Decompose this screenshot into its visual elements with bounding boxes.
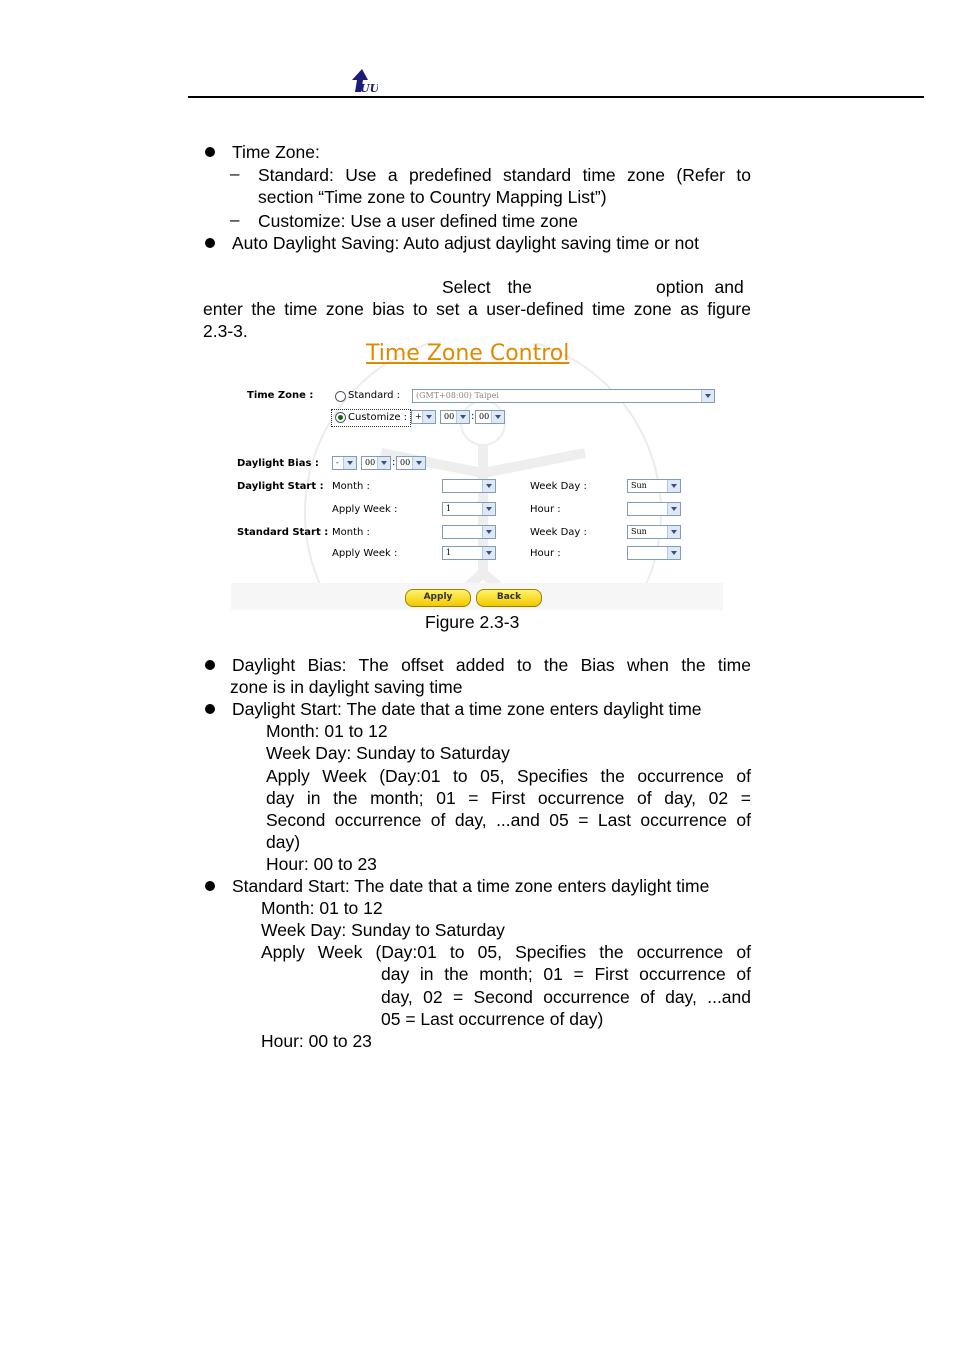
dash-icon: –	[230, 164, 240, 183]
ds-month-label: Month :	[332, 481, 370, 492]
customize-hour-select[interactable]	[440, 410, 470, 424]
bullet-icon	[205, 660, 215, 670]
figure-caption: Figure 2.3-3	[425, 612, 520, 632]
daylight-bias-desc-line1: Daylight Bias: The offset added to the Bias when the time	[232, 655, 751, 675]
bias-minute-select[interactable]	[396, 456, 426, 470]
customize-desc: Customize: Use a user defined time zone	[258, 211, 579, 231]
chevron-down-icon	[377, 457, 390, 469]
ds-apply-desc-line1: Apply Week (Day:01 to 05, Specifies the occurrence of	[266, 766, 751, 786]
chevron-down-icon	[491, 411, 504, 423]
bias-hour-value: 00	[365, 458, 376, 467]
standard-start-heading: Standard Start: The date that a time zone enters daylight time	[232, 876, 710, 896]
ss-month-desc: Month: 01 to 12	[261, 898, 383, 918]
ss-weekday-desc: Week Day: Sunday to Saturday	[261, 920, 505, 940]
ds-hour-label: Hour :	[530, 504, 561, 515]
ds-apply-week-value: 1	[446, 504, 452, 513]
ds-hour-select[interactable]	[627, 502, 681, 516]
ss-apply-week-label: Apply Week :	[332, 548, 398, 559]
standard-desc-line2: section “Time zone to Country Mapping List”)	[258, 187, 607, 207]
ss-month-label: Month :	[332, 527, 370, 538]
vitruvian-watermark	[231, 343, 723, 610]
time-zone-control-figure	[231, 343, 723, 610]
chevron-down-icon	[412, 457, 425, 469]
ds-apply-week-label: Apply Week :	[332, 504, 398, 515]
standard-radio[interactable]	[335, 391, 346, 402]
chevron-down-icon	[667, 526, 680, 538]
time-zone-heading: Time Zone:	[232, 142, 320, 162]
ss-apply-desc-line1: Apply Week (Day:01 to 05, Specifies the occurrence of	[261, 942, 751, 962]
chevron-down-icon	[701, 390, 714, 402]
bias-sign-select[interactable]	[332, 456, 357, 470]
customize-radio-label: Customize :	[348, 412, 408, 423]
auto-daylight-desc: Auto Daylight Saving: Auto adjust daylight saving time or not	[232, 233, 699, 253]
figure-title: Time Zone Control	[366, 343, 570, 366]
ds-month-desc: Month: 01 to 12	[266, 721, 388, 741]
bullet-icon	[205, 238, 215, 248]
bias-separator: :	[392, 457, 396, 468]
ss-apply-week-select[interactable]	[442, 546, 496, 560]
chevron-down-icon	[456, 411, 469, 423]
standard-timezone-value: (GMT+08:00) Taipei	[416, 391, 499, 400]
daylight-start-label: Daylight Start :	[237, 481, 324, 492]
bullet-icon	[205, 147, 215, 157]
ds-weekday-desc: Week Day: Sunday to Saturday	[266, 743, 510, 763]
ds-month-select[interactable]	[442, 479, 496, 493]
chevron-down-icon	[482, 480, 495, 492]
header-divider	[188, 96, 924, 98]
bullet-icon	[205, 881, 215, 891]
para-option: option and	[656, 277, 744, 297]
chevron-down-icon	[482, 503, 495, 515]
daylight-bias-label: Daylight Bias :	[237, 458, 319, 469]
ds-week-day-label: Week Day :	[530, 481, 587, 492]
chevron-down-icon	[667, 503, 680, 515]
para-line3: 2.3-3.	[203, 321, 248, 341]
ds-week-day-select[interactable]	[627, 479, 681, 493]
ss-hour-desc: Hour: 00 to 23	[261, 1031, 372, 1051]
ss-apply-desc-line4: 05 = Last occurrence of day)	[381, 1009, 604, 1029]
ds-apply-week-select[interactable]	[442, 502, 496, 516]
ss-month-select[interactable]	[442, 525, 496, 539]
ss-week-day-label: Week Day :	[530, 527, 587, 538]
chevron-down-icon	[667, 480, 680, 492]
customize-hour-value: 00	[444, 412, 455, 421]
customize-radio[interactable]	[335, 412, 346, 423]
chevron-down-icon	[482, 547, 495, 559]
ds-apply-desc-line3: Second occurrence of day, ...and 05 = Last occurrence of	[266, 810, 751, 830]
daylight-bias-desc-line2: zone is in daylight saving time	[230, 677, 463, 697]
company-logo	[350, 68, 378, 94]
para-select: Select the	[442, 277, 532, 297]
ss-week-day-value: Sun	[631, 527, 647, 536]
ss-apply-week-value: 1	[446, 548, 452, 557]
time-zone-label: Time Zone :	[247, 390, 314, 401]
customize-separator: :	[471, 411, 475, 422]
back-button[interactable]: Back	[476, 589, 542, 607]
customize-minute-select[interactable]	[475, 410, 505, 424]
daylight-start-heading: Daylight Start: The date that a time zone enters daylight time	[232, 699, 702, 719]
chevron-down-icon	[422, 411, 435, 423]
bias-hour-select[interactable]	[361, 456, 391, 470]
customize-sign-value: +	[415, 412, 422, 421]
ss-week-day-select[interactable]	[627, 525, 681, 539]
bias-sign-value: -	[336, 458, 339, 467]
chevron-down-icon	[482, 526, 495, 538]
standard-start-label: Standard Start :	[237, 527, 329, 538]
ss-hour-select[interactable]	[627, 546, 681, 560]
bias-minute-value: 00	[400, 458, 411, 467]
customize-minute-value: 00	[479, 412, 490, 421]
standard-radio-label: Standard :	[348, 390, 401, 401]
ds-apply-desc-line2: day in the month; 01 = First occurrence of day, 02 =	[266, 788, 751, 808]
ss-apply-desc-line3: day, 02 = Second occurrence of day, ...and	[381, 987, 751, 1007]
ds-week-day-value: Sun	[631, 481, 647, 490]
apply-button[interactable]: Apply	[405, 589, 471, 607]
bullet-icon	[205, 704, 215, 714]
dash-icon: –	[230, 210, 240, 229]
chevron-down-icon	[343, 457, 356, 469]
chevron-down-icon	[667, 547, 680, 559]
standard-timezone-select[interactable]	[412, 389, 715, 403]
svg-text:UU: UU	[360, 82, 378, 94]
ss-apply-desc-line2: day in the month; 01 = First occurrence of	[381, 964, 751, 984]
standard-desc-line1: Standard: Use a predefined standard time zone (Refer to	[258, 165, 751, 185]
para-line2: enter the time zone bias to set a user-defined time zone as figure	[203, 299, 751, 319]
ss-hour-label: Hour :	[530, 548, 561, 559]
ds-apply-desc-line4: day)	[266, 832, 301, 852]
ds-hour-desc: Hour: 00 to 23	[266, 854, 377, 874]
customize-sign-select[interactable]	[411, 410, 436, 424]
